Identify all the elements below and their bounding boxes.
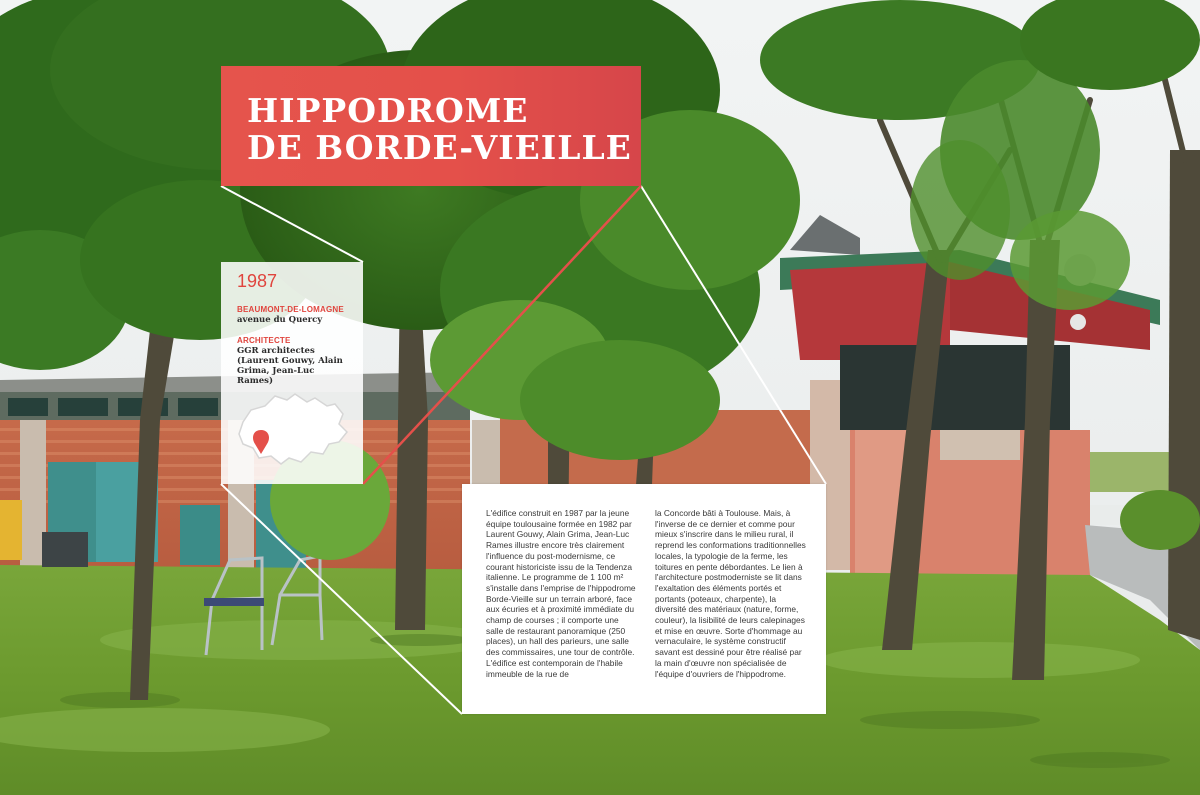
location-label: BEAUMONT-DE-LOMAGNE — [237, 305, 344, 314]
region-map-svg — [235, 392, 353, 468]
title-line-2: DE BORDE-VIEILLE — [247, 128, 632, 167]
description-box — [462, 484, 826, 714]
location-value: avenue du Quercy — [237, 315, 323, 325]
architect-value: GGR architectes (Laurent Gouwy, Alain Grima, Jean-Luc Rames) — [237, 346, 343, 386]
region-map — [235, 392, 353, 468]
info-card — [221, 262, 363, 484]
title-banner — [221, 66, 641, 186]
description-columns — [486, 508, 806, 679]
region-outline — [239, 394, 347, 464]
title-line-1: HIPPODROME — [247, 91, 529, 130]
info-spacer — [237, 325, 349, 336]
bins — [42, 532, 88, 567]
description-column-2: la Concorde bâti à Toulouse. Mais, à l'inverse de ce dernier et comme pour mieux s'inscrire dans le milieu rural, il reprend les conformations traditionnelles locales, la typologie de la ferme, les toitures en pente débordantes. Le lien à l'architecture postmoderniste se lit dans l'exaltation des éléments portés et portants (poteaux, charpente), la diversité des matériaux (nature, forme, couleur), la lisibilité de leurs calepinages et mise en œuvre. Sorte d'hommage au vernaculaire, le système constructif savant est dessiné pour être réalisé par la main d'œuvre non spécialisée de l'équipe d'ouvriers de l'hippodrome. — [655, 508, 806, 679]
architect-label: ARCHITECTE — [237, 336, 291, 345]
info-year: 1987 — [237, 271, 278, 291]
description-column-1: L'édifice construit en 1987 par la jeune équipe toulousaine formée en 1982 par Laurent Gouwy, Alain Grima, Jean-Luc Rames illustre encore très clairement l'influence du post-modernisme, ce courant historiciste issu de la Tendenza italienne. Le programme de 1 100 m² s'installe dans l'emprise de l'hippodrome Borde-Vieille sur un terrain arboré, face aux écuries et à proximité immédiate du champ de courses ; il comporte une salle de restaurant panoramique (250 places), un hall des parieurs, une salle des commissaires, une tour de contrôle. L'édifice est contemporain de l'habile immeuble de la rue de — [486, 508, 636, 679]
